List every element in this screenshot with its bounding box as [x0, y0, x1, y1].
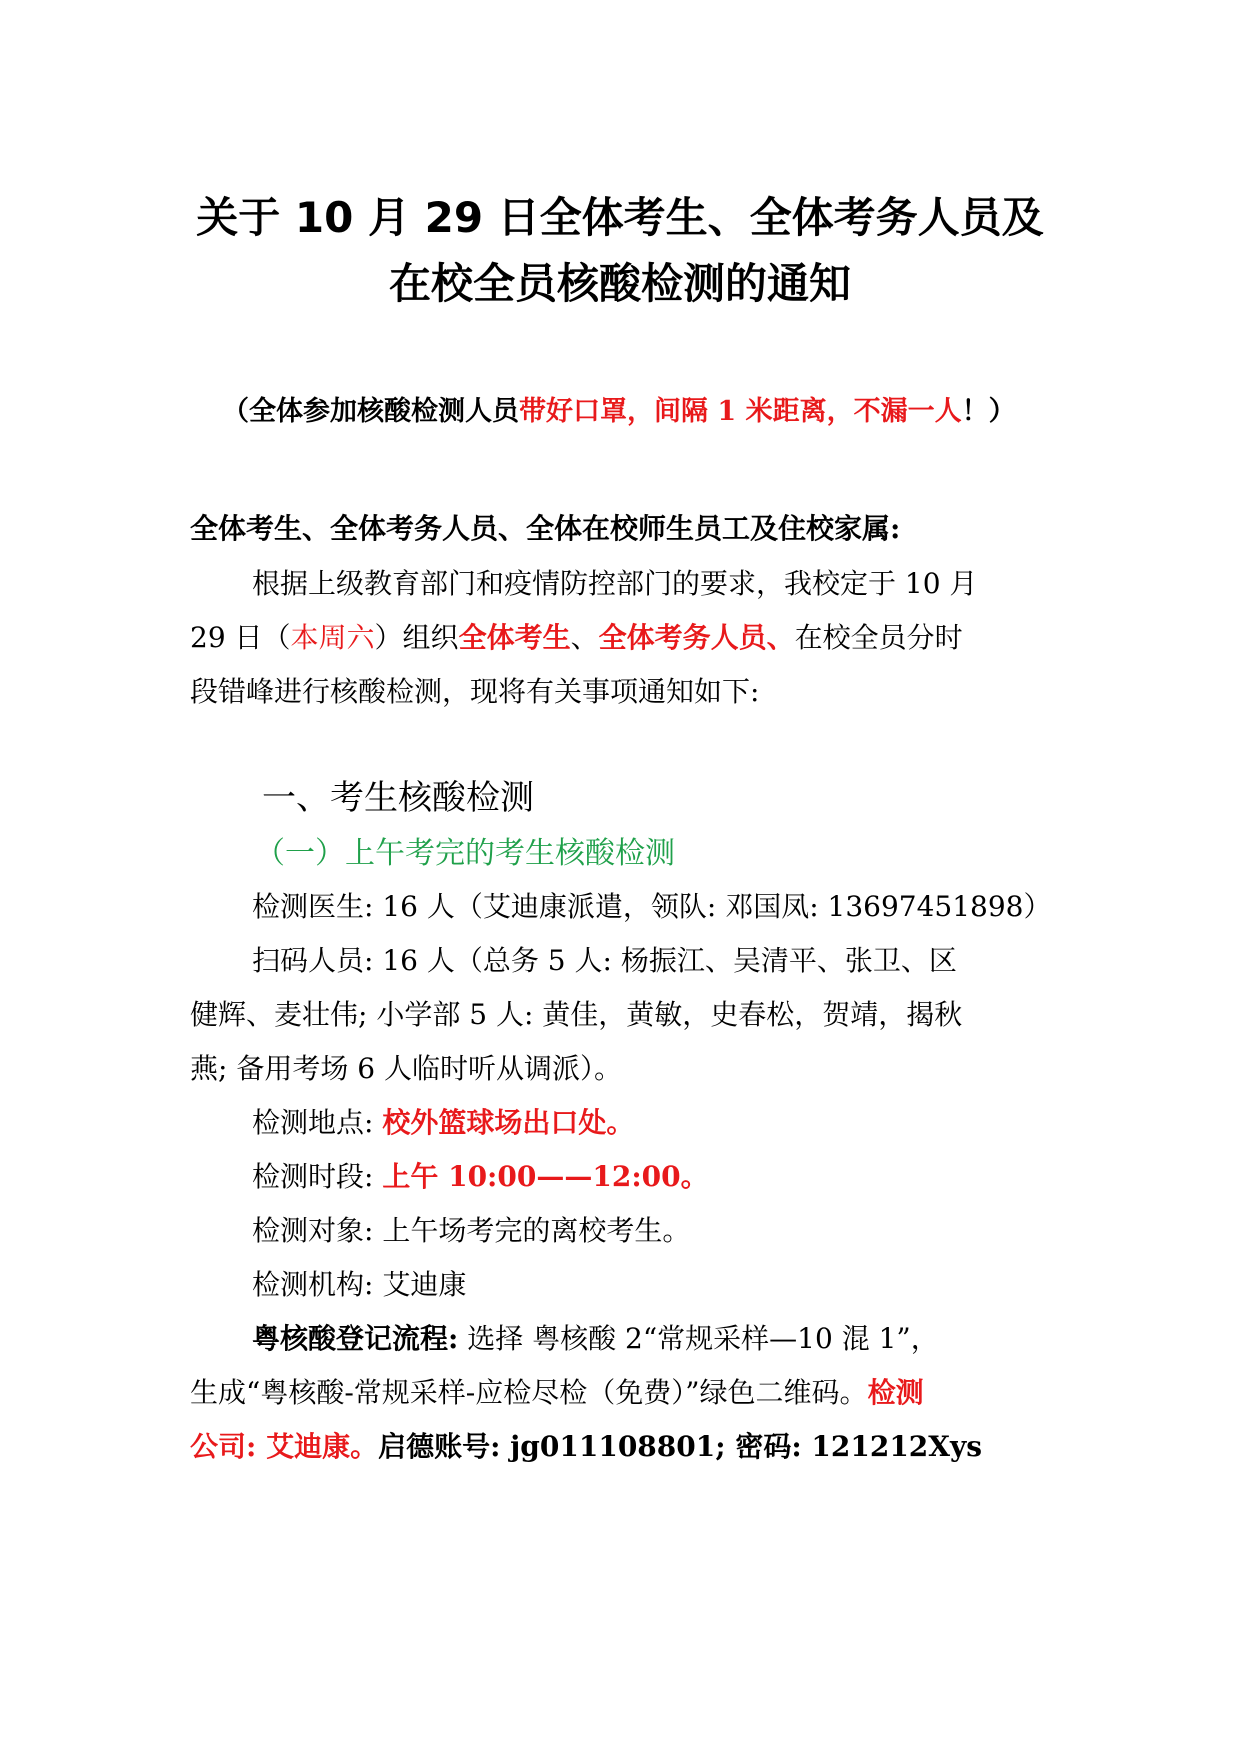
intro-line-1: 根据上级教育部门和疫情防控部门的要求，我校定于 10 月: [252, 567, 978, 600]
notice-line: [222, 392, 1016, 432]
salutation: 全体考生、全体考务人员、全体在校师生员工及住校家属:: [190, 512, 901, 545]
time-line: [252, 1157, 709, 1197]
scanners-line-2: 健辉、麦壮伟; 小学部 5 人: 黄佳，黄敏，史春松，贺靖，揭秋: [190, 998, 963, 1031]
location-value: 校外篮球场出口处。: [382, 1106, 635, 1139]
process-line-1: 粤核酸登记流程: 选择 粤核酸 2“常规采样—10 混 1”，: [252, 1322, 939, 1355]
process-line-3: [190, 1427, 982, 1467]
location-label: 检测地点:: [252, 1106, 383, 1139]
intro-line-2: 29 日（本周六）组织全体考生、全体考务人员、在校全员分时: [190, 621, 963, 654]
target-line: 检测对象: 上午场考完的离校考生。: [252, 1214, 691, 1247]
doctors-line: 检测医生: 16 人（艾迪康派遣，领队: 邓国凤: 13697451898）: [252, 890, 1052, 923]
intro-staff-highlight: 全体考务人员、: [598, 621, 795, 654]
subsection-heading: （一）上午考完的考生核酸检测: [255, 836, 675, 871]
agency-line: 检测机构: 艾迪康: [252, 1268, 467, 1301]
process-line-2: 生成“粤核酸-常规采样-应检尽检（免费）”绿色二维码。检测: [190, 1376, 924, 1409]
time-label: 检测时段:: [252, 1160, 383, 1193]
location-line: [252, 1103, 634, 1143]
account-info: 启德账号: jg011108801; 密码: 121212Xys: [378, 1430, 983, 1463]
process-label: 粤核酸登记流程:: [252, 1322, 459, 1355]
section-heading: 一、考生核酸检测: [262, 778, 534, 818]
company-highlight: 公司: 艾迪康。: [190, 1430, 379, 1463]
notice-highlight: 带好口罩，间隔 1 米距离，不漏一人: [519, 396, 962, 427]
intro-date-highlight: 本周六: [290, 621, 375, 654]
notice-close: ！）: [961, 396, 1016, 427]
scanners-line-1: 扫码人员: 16 人（总务 5 人: 杨振江、吴清平、张卫、区: [252, 944, 957, 977]
intro-students-highlight: 全体考生: [458, 621, 571, 654]
time-value: 上午 10:00——12:00。: [382, 1160, 709, 1193]
document-title-line-1: 关于 10 月 29 日全体考生、全体考务人员及: [196, 193, 1044, 242]
scanners-line-3: 燕; 备用考场 6 人临时听从调派）。: [190, 1052, 622, 1085]
intro-line-3: 段错峰进行核酸检测，现将有关事项通知如下:: [190, 675, 760, 708]
document-title-line-2: 在校全员核酸检测的通知: [388, 259, 851, 308]
notice-open: （全体参加核酸检测人员: [222, 396, 519, 427]
